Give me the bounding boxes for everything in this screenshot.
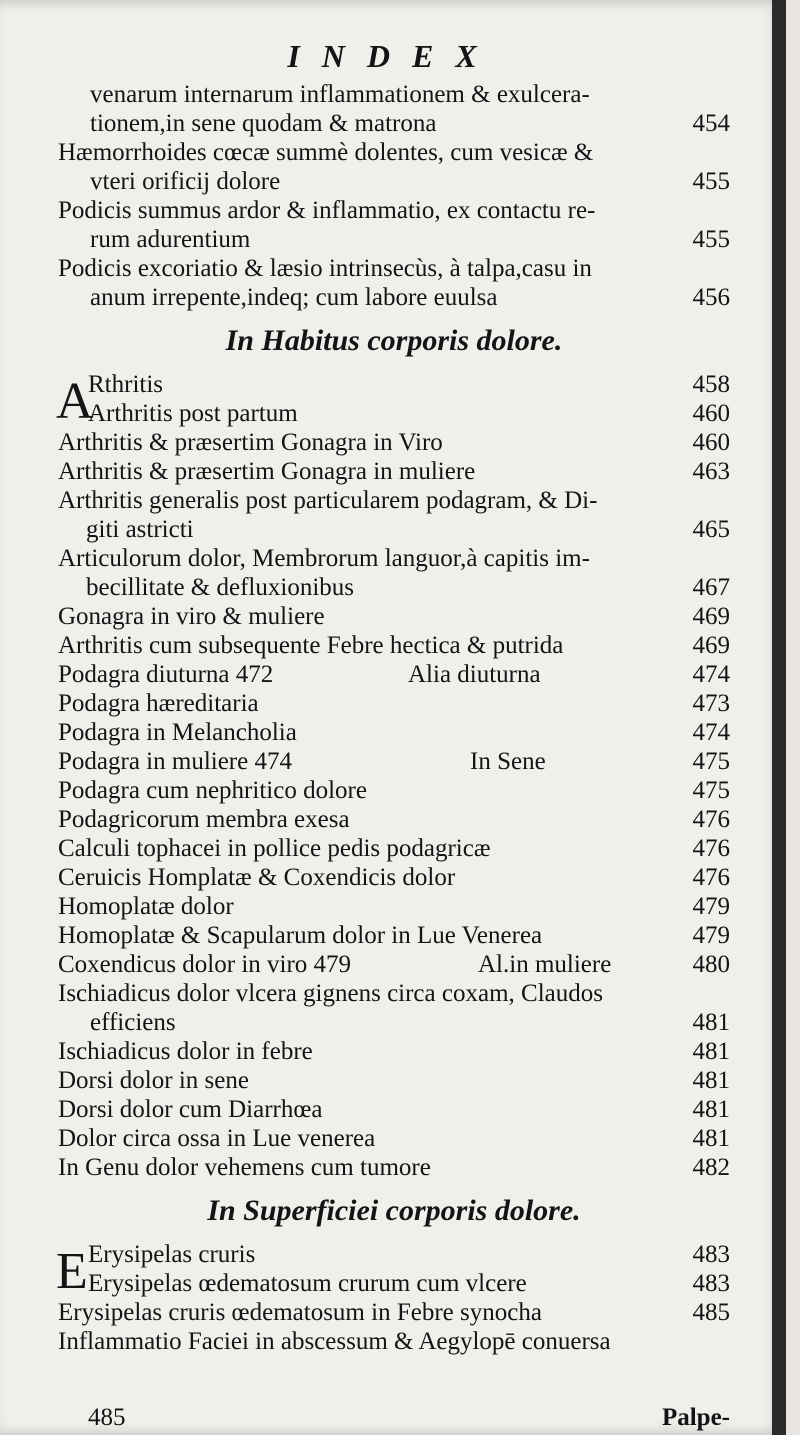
- entry-page-number: 455: [692, 168, 730, 195]
- index-entry: [58, 428, 730, 457]
- index-entry: [58, 660, 730, 689]
- entry-page-number: 476: [692, 864, 730, 891]
- entry-page-number: 454: [692, 110, 730, 137]
- index-entry: [58, 979, 730, 1008]
- entry-text: Ceruicis Homplatæ & Coxendicis dolor: [58, 864, 456, 891]
- entry-page-number: 481: [692, 1125, 730, 1152]
- section-heading-habitus: In Habitus corporis dolore.: [225, 324, 563, 357]
- index-entry: [58, 921, 730, 950]
- entry-text: Dorsi dolor in sene: [58, 1067, 249, 1094]
- page-footer: [88, 1404, 730, 1433]
- index-entry: [58, 950, 730, 979]
- entry-text: Podagra in muliere 474: [58, 748, 292, 775]
- index-entry: [58, 892, 730, 921]
- entry-text: Arthritis cum subsequente Febre hectica & putrida: [58, 632, 564, 659]
- entry-text: becillitate & defluxionibus: [86, 574, 354, 601]
- index-entry: [58, 573, 730, 602]
- index-entries: [58, 80, 730, 1356]
- running-header: INDEX: [287, 38, 499, 74]
- entry-page-number: 463: [692, 458, 730, 485]
- entry-text: Erysipelas cruris: [88, 1241, 256, 1268]
- index-entry: [58, 80, 730, 109]
- entry-text: efficiens: [90, 1009, 176, 1036]
- entry-subtext: Al.in muliere: [478, 951, 612, 978]
- index-entry: [58, 283, 730, 312]
- index-entry: [58, 689, 730, 718]
- entry-text: Dorsi dolor cum Diarrhœa: [58, 1096, 323, 1123]
- entry-page-number: 480: [692, 951, 730, 978]
- entry-page-number: 479: [692, 922, 730, 949]
- index-entry: [58, 486, 730, 515]
- entry-text: Homoplatæ & Scapularum dolor in Lue Venerea: [58, 922, 543, 949]
- index-entry: [58, 1124, 730, 1153]
- entry-page-number: 473: [692, 690, 730, 717]
- entry-subtext: In Sene: [470, 748, 546, 775]
- entry-page-number: 475: [692, 777, 730, 804]
- index-entry: [58, 399, 730, 428]
- entry-text: vteri orificij dolore: [90, 168, 281, 195]
- entry-text: Homoplatæ dolor: [58, 893, 234, 920]
- index-entry: [58, 1037, 730, 1066]
- entry-text: Coxendicus dolor in viro 479: [58, 951, 352, 978]
- index-entry: [58, 747, 730, 776]
- index-entry: [58, 718, 730, 747]
- entry-text: Arthritis & præsertim Gonagra in muliere: [58, 458, 476, 485]
- entry-text: Ischiadicus dolor vlcera gignens circa coxam, Claudos: [58, 980, 603, 1007]
- section-heading-superficiei: In Superficiei corporis dolore.: [207, 1194, 581, 1227]
- entry-page-number: 482: [692, 1154, 730, 1181]
- index-entry: [58, 631, 730, 660]
- index-entry: [58, 138, 730, 167]
- entry-text: Calculi tophacei in pollice pedis podagricæ: [58, 835, 491, 862]
- entry-text: Arthritis post partum: [88, 400, 298, 427]
- catchword: Palpe-: [661, 1404, 730, 1431]
- entry-text: Erysipelas cruris œdematosum in Febre synocha: [58, 1299, 542, 1326]
- index-entry: [58, 776, 730, 805]
- index-entry: [58, 1066, 730, 1095]
- entry-text: giti astricti: [86, 516, 194, 543]
- entry-page-number: 485: [692, 1299, 730, 1326]
- entry-text: Inflammatio Faciei in abscessum & Aegylopē conuersa: [58, 1328, 611, 1355]
- index-entry: [58, 834, 730, 863]
- entry-page-number: 456: [692, 284, 730, 311]
- entry-page-number: 483: [692, 1270, 730, 1297]
- entry-page-number: 469: [692, 603, 730, 630]
- entry-text: rum adurentium: [90, 226, 251, 253]
- entry-subtext: Alia diuturna: [408, 661, 541, 688]
- page-number: 485: [88, 1404, 126, 1431]
- entry-text: Podagra in Melancholia: [58, 719, 297, 746]
- entry-text: Podagra diuturna 472: [58, 661, 274, 688]
- entry-page-number: 475: [692, 748, 730, 775]
- index-entry: [58, 1327, 730, 1356]
- drop-capital: E: [56, 1243, 88, 1300]
- index-entry: [58, 1240, 730, 1269]
- index-entry: [58, 225, 730, 254]
- index-entry: [58, 196, 730, 225]
- entry-group-top: [58, 80, 730, 312]
- entry-text: In Genu dolor vehemens cum tumore: [58, 1154, 431, 1181]
- index-entry: [58, 1095, 730, 1124]
- entry-text: anum irrepente,indeq; cum labore euulsa: [90, 284, 498, 311]
- index-entry: [58, 602, 730, 631]
- entry-page-number: 474: [692, 661, 730, 688]
- index-entry: [58, 1153, 730, 1182]
- entry-text: Articulorum dolor, Membrorum languor,à capitis im-: [58, 545, 590, 572]
- entry-page-number: 469: [692, 632, 730, 659]
- entry-page-number: 460: [692, 429, 730, 456]
- index-entry: [58, 457, 730, 486]
- entry-page-number: 479: [692, 893, 730, 920]
- entry-page-number: 481: [692, 1096, 730, 1123]
- index-entry: [58, 1269, 730, 1298]
- entry-page-number: 476: [692, 806, 730, 833]
- entry-text: Erysipelas œdematosum crurum cum vlcere: [88, 1270, 527, 1297]
- entry-text: Arthritis & præsertim Gonagra in Viro: [58, 429, 443, 456]
- entry-text: Dolor circa ossa in Lue venerea: [58, 1125, 376, 1152]
- entry-group-habitus: [58, 370, 730, 1182]
- entry-page-number: 474: [692, 719, 730, 746]
- index-entry: [58, 1298, 730, 1327]
- entry-page-number: 483: [692, 1241, 730, 1268]
- entry-text: Arthritis generalis post particularem podagram, & Di-: [58, 487, 598, 514]
- index-entry: [58, 863, 730, 892]
- entry-text: venarum internarum inflammationem & exulcera-: [90, 81, 590, 108]
- entry-group-superficiei: [58, 1240, 730, 1356]
- index-entry: [58, 167, 730, 196]
- entry-page-number: 460: [692, 400, 730, 427]
- entry-text: Podagra hæreditaria: [58, 690, 259, 717]
- entry-text: Gonagra in viro & muliere: [58, 603, 325, 630]
- entry-page-number: 465: [692, 516, 730, 543]
- index-entry: [58, 370, 730, 399]
- entry-text: Ischiadicus dolor in febre: [58, 1038, 313, 1065]
- entry-page-number: 481: [692, 1067, 730, 1094]
- page-edge-shadow: [772, 0, 786, 1435]
- entry-text: Rthritis: [88, 371, 164, 398]
- entry-text: Podicis summus ardor & inflammatio, ex contactu re-: [58, 197, 596, 224]
- drop-capital: A: [56, 373, 94, 430]
- entry-text: Podagra cum nephritico dolore: [58, 777, 367, 804]
- entry-page-number: 476: [692, 835, 730, 862]
- index-entry: [58, 805, 730, 834]
- index-entry: [58, 109, 730, 138]
- entry-text: Hæmorrhoides cœcæ summè dolentes, cum vesicæ &: [58, 139, 594, 166]
- entry-text: Podagricorum membra exesa: [58, 806, 350, 833]
- index-entry: [58, 254, 730, 283]
- index-entry: [58, 1008, 730, 1037]
- entry-text: Podicis excoriatio & læsio intrinsecùs, à talpa,casu in: [58, 255, 592, 282]
- entry-page-number: 481: [692, 1038, 730, 1065]
- entry-page-number: 458: [692, 371, 730, 398]
- index-entry: [58, 544, 730, 573]
- entry-page-number: 467: [692, 574, 730, 601]
- entry-page-number: 481: [692, 1009, 730, 1036]
- index-entry: [58, 515, 730, 544]
- entry-page-number: 455: [692, 226, 730, 253]
- entry-text: tionem,in sene quodam & matrona: [90, 110, 437, 137]
